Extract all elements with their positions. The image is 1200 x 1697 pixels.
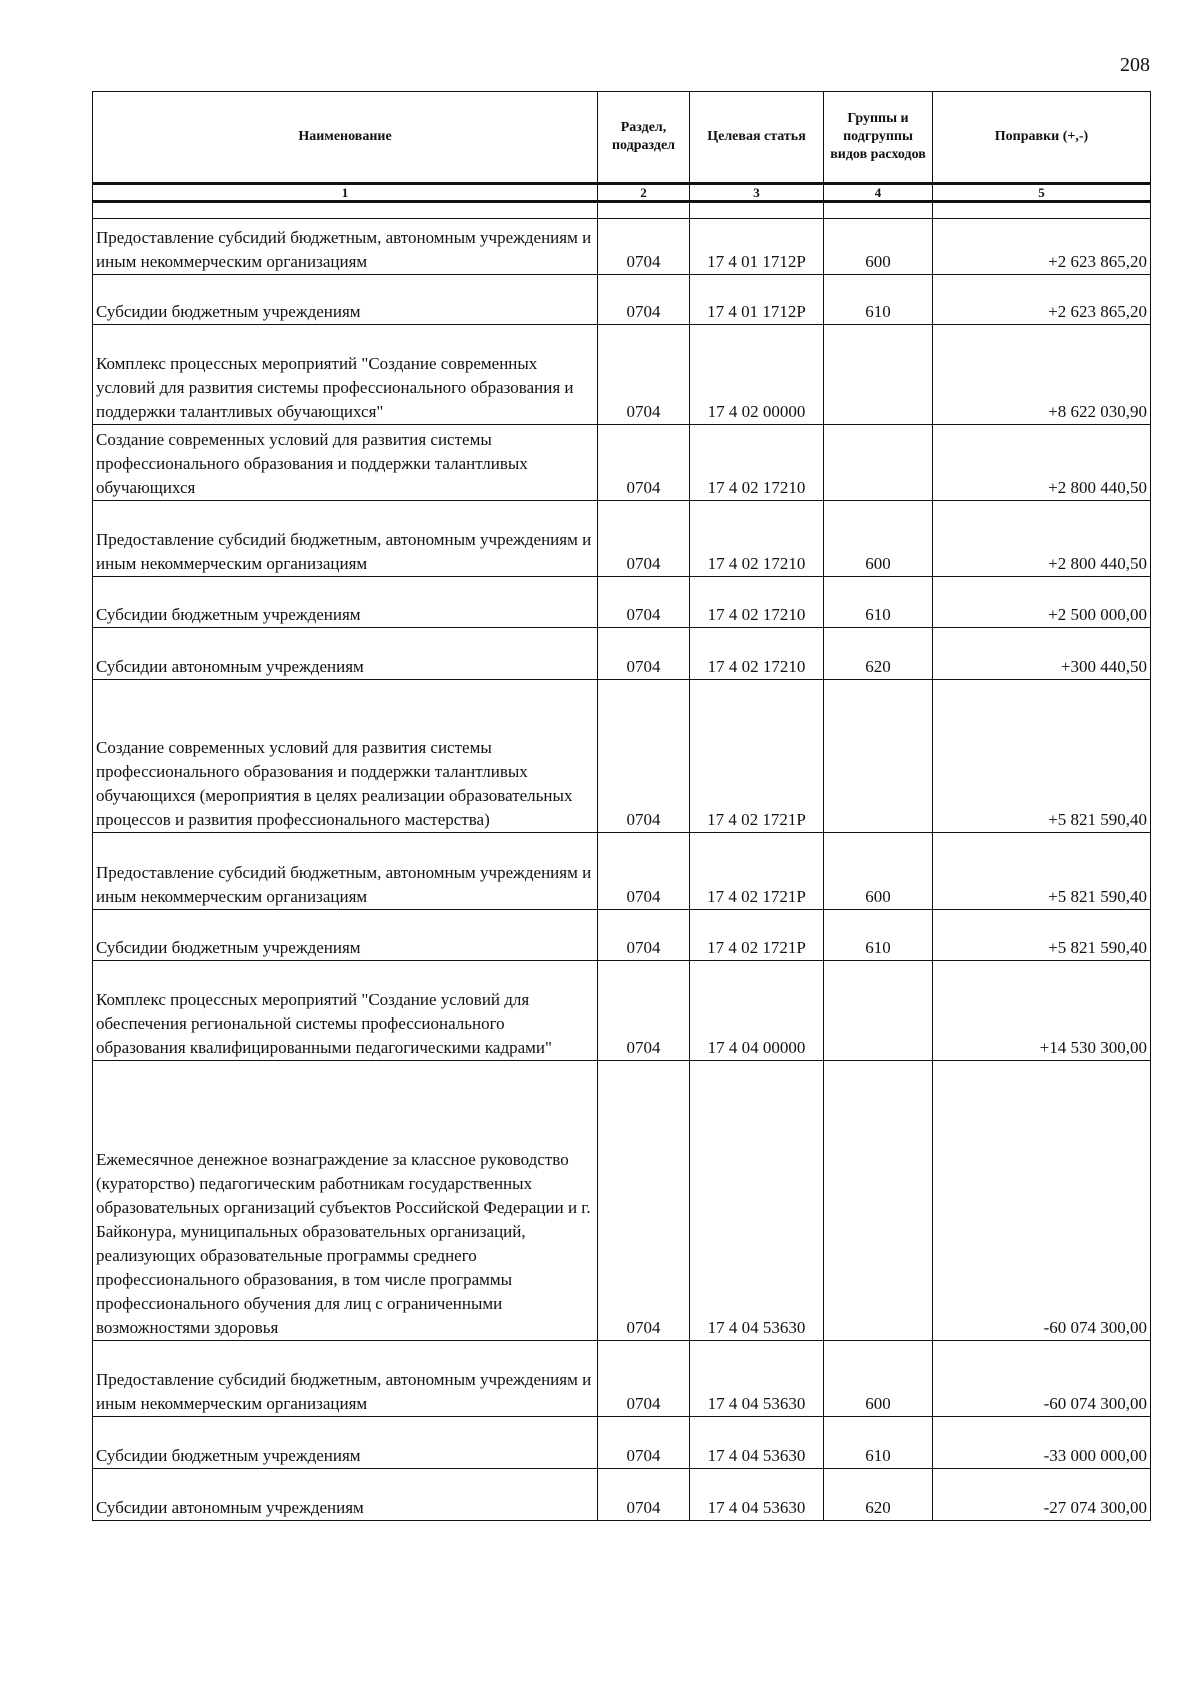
table-row [93, 833, 1151, 910]
header-name: Наименование [93, 92, 598, 184]
row-name: Субсидии автономным учреждениям [93, 628, 598, 680]
row-name: Комплекс процессных мероприятий "Создание современных условий для развития системы профессионального образования и поддержки талантливых обучающихся" [93, 325, 598, 425]
row-group: 610 [824, 910, 933, 961]
table-row [93, 219, 1151, 275]
table-row [93, 1061, 1151, 1341]
row-target: 17 4 02 17210 [690, 628, 824, 680]
row-amount: -60 074 300,00 [933, 1341, 1151, 1417]
column-number: 3 [690, 184, 824, 202]
table-row [93, 1417, 1151, 1469]
row-group [824, 1061, 933, 1341]
row-amount: +2 623 865,20 [933, 275, 1151, 325]
row-target: 17 4 04 53630 [690, 1469, 824, 1521]
row-target: 17 4 02 1721Р [690, 910, 824, 961]
row-target: 17 4 01 1712Р [690, 219, 824, 275]
row-amount: +14 530 300,00 [933, 961, 1151, 1061]
row-name: Предоставление субсидий бюджетным, автономным учреждениям и иным некоммерческим организациям [93, 219, 598, 275]
row-amount: +5 821 590,40 [933, 680, 1151, 833]
table-row [93, 577, 1151, 628]
row-group: 610 [824, 1417, 933, 1469]
row-section: 0704 [598, 910, 690, 961]
row-target: 17 4 02 1721Р [690, 833, 824, 910]
table-row [93, 680, 1151, 833]
row-name: Субсидии автономным учреждениям [93, 1469, 598, 1521]
row-target: 17 4 02 17210 [690, 425, 824, 501]
row-section: 0704 [598, 961, 690, 1061]
header-groups: Группы и подгруппы видов расходов [824, 92, 933, 184]
table-row [93, 501, 1151, 577]
row-section: 0704 [598, 275, 690, 325]
row-section: 0704 [598, 501, 690, 577]
page-number: 208 [1120, 54, 1150, 76]
row-section: 0704 [598, 1341, 690, 1417]
row-name: Предоставление субсидий бюджетным, автономным учреждениям и иным некоммерческим организациям [93, 501, 598, 577]
column-number: 2 [598, 184, 690, 202]
row-amount: +2 800 440,50 [933, 425, 1151, 501]
table-row [93, 325, 1151, 425]
row-group [824, 961, 933, 1061]
column-number: 4 [824, 184, 933, 202]
row-name: Создание современных условий для развития системы профессионального образования и поддержки талантливых обучающихся [93, 425, 598, 501]
row-name: Субсидии бюджетным учреждениям [93, 275, 598, 325]
row-name: Субсидии бюджетным учреждениям [93, 1417, 598, 1469]
row-group: 600 [824, 833, 933, 910]
table-row [93, 910, 1151, 961]
row-name: Ежемесячное денежное вознаграждение за классное руководство (кураторство) педагогическим работникам государственных образовательных организаций субъектов Российской Федерации и г. Байконура, муниципальных образовательных организаций, реализующих образовательные программы среднего профессионального образования, в том числе программы профессионального обучения для лиц с ограниченными возможностями здоровья [93, 1061, 598, 1341]
row-target: 17 4 04 00000 [690, 961, 824, 1061]
row-group: 620 [824, 628, 933, 680]
row-section: 0704 [598, 628, 690, 680]
row-section: 0704 [598, 1417, 690, 1469]
row-group: 610 [824, 577, 933, 628]
row-amount: -60 074 300,00 [933, 1061, 1151, 1341]
row-name: Комплекс процессных мероприятий "Создание условий для обеспечения региональной системы профессионального образования квалифицированными педагогическими кадрами" [93, 961, 598, 1061]
column-number-row [93, 184, 1151, 202]
row-section: 0704 [598, 1469, 690, 1521]
row-section: 0704 [598, 325, 690, 425]
row-section: 0704 [598, 577, 690, 628]
row-group: 600 [824, 1341, 933, 1417]
column-number: 5 [933, 184, 1151, 202]
row-amount: +2 623 865,20 [933, 219, 1151, 275]
row-target: 17 4 04 53630 [690, 1061, 824, 1341]
row-target: 17 4 04 53630 [690, 1341, 824, 1417]
header-target: Целевая статья [690, 92, 824, 184]
row-amount: +2 500 000,00 [933, 577, 1151, 628]
row-group [824, 325, 933, 425]
table-row [93, 1469, 1151, 1521]
header-row [93, 92, 1151, 184]
row-name: Создание современных условий для развития системы профессионального образования и поддержки талантливых обучающихся (мероприятия в целях реализации образовательных процессов и развития профессионального мастерства) [93, 680, 598, 833]
row-target: 17 4 04 53630 [690, 1417, 824, 1469]
row-name: Субсидии бюджетным учреждениям [93, 910, 598, 961]
column-number: 1 [93, 184, 598, 202]
row-amount: +5 821 590,40 [933, 833, 1151, 910]
budget-amendments-table [92, 91, 1151, 1521]
row-amount: +300 440,50 [933, 628, 1151, 680]
row-target: 17 4 02 17210 [690, 501, 824, 577]
row-target: 17 4 01 1712Р [690, 275, 824, 325]
table-row [93, 425, 1151, 501]
row-group: 620 [824, 1469, 933, 1521]
row-amount: +8 622 030,90 [933, 325, 1151, 425]
table-row [93, 1341, 1151, 1417]
row-name: Субсидии бюджетным учреждениям [93, 577, 598, 628]
table-row [93, 628, 1151, 680]
row-section: 0704 [598, 833, 690, 910]
row-amount: -27 074 300,00 [933, 1469, 1151, 1521]
row-section: 0704 [598, 1061, 690, 1341]
row-amount: -33 000 000,00 [933, 1417, 1151, 1469]
row-name: Предоставление субсидий бюджетным, автономным учреждениям и иным некоммерческим организациям [93, 833, 598, 910]
table-row [93, 275, 1151, 325]
row-amount: +2 800 440,50 [933, 501, 1151, 577]
row-target: 17 4 02 1721Р [690, 680, 824, 833]
row-section: 0704 [598, 680, 690, 833]
row-group: 600 [824, 219, 933, 275]
row-target: 17 4 02 00000 [690, 325, 824, 425]
spacer-row [93, 202, 1151, 219]
row-section: 0704 [598, 425, 690, 501]
table-row [93, 961, 1151, 1061]
row-group [824, 680, 933, 833]
row-group [824, 425, 933, 501]
header-amendments: Поправки (+,-) [933, 92, 1151, 184]
row-amount: +5 821 590,40 [933, 910, 1151, 961]
row-target: 17 4 02 17210 [690, 577, 824, 628]
row-name: Предоставление субсидий бюджетным, автономным учреждениям и иным некоммерческим организациям [93, 1341, 598, 1417]
header-section: Раздел, подраздел [598, 92, 690, 184]
row-group: 600 [824, 501, 933, 577]
row-section: 0704 [598, 219, 690, 275]
row-group: 610 [824, 275, 933, 325]
